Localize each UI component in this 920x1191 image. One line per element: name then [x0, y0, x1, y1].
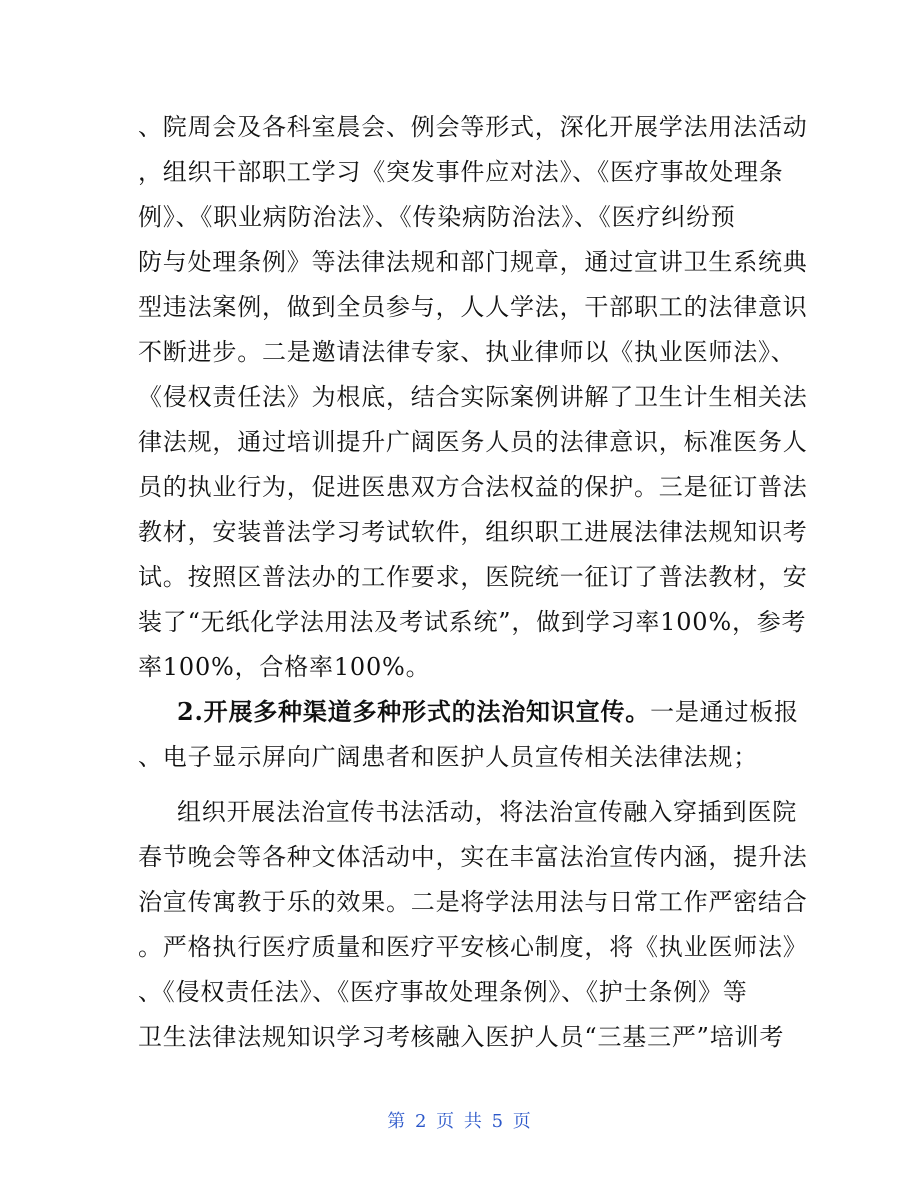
text-line: 春节晚会等各种文体活动中，实在丰富法治宣传内涵，提升法 — [138, 843, 808, 871]
text-line: 装了“无纸化学法用法及考试系统”，做到学习率100%，参考 — [138, 608, 807, 636]
page-number-footer: 第 2 页 共 5 页 — [387, 1111, 533, 1132]
text-line: 律法规，通过培训提升广阔医务人员的法律意识，标准医务人 — [138, 428, 808, 456]
text-line: 例》、《职业病防治法》、《传染病防治法》、《医疗纠纷预 — [138, 203, 736, 231]
section-heading: 2.开展多种渠道多种形式的法治知识宣传。 — [177, 697, 651, 726]
text-line: 率100%，合格率100%。 — [138, 653, 431, 681]
text-line: 防与处理条例》等法律法规和部门规章，通过宣讲卫生系统典 — [138, 248, 808, 276]
text-line: 不断进步。二是邀请法律专家、执业律师以《执业医师法》、 — [138, 338, 796, 366]
text-line: 、《侵权责任法》、《医疗事故处理条例》、《护士条例》等 — [138, 978, 748, 1006]
text-line: 、电子显示屏向广阔患者和医护人员宣传相关法律法规； — [138, 743, 758, 771]
heading-continuation: 一是通过板报 — [650, 698, 799, 726]
section-heading-line — [177, 697, 799, 726]
text-line: 试。按照区普法办的工作要求，医院统一征订了普法教材，安 — [138, 563, 808, 591]
text-line: 治宣传寓教于乐的效果。二是将学法用法与日常工作严密结合 — [138, 888, 808, 916]
paragraph-first-line: 组织开展法治宣传书法活动，将法治宣传融入穿插到医院 — [177, 798, 797, 826]
text-line: ，组织干部职工学习《突发事件应对法》、《医疗事故处理条 — [138, 158, 784, 186]
text-line: 、院周会及各科室晨会、例会等形式，深化开展学法用法活动 — [138, 113, 808, 141]
text-line: 卫生法律法规知识学习考核融入医护人员“三基三严”培训考 — [138, 1023, 785, 1051]
text-line: 员的执业行为，促进医患双方合法权益的保护。三是征订普法 — [138, 473, 808, 501]
text-line: 教材，安装普法学习考试软件，组织职工进展法律法规知识考 — [138, 518, 808, 546]
text-line: 型违法案例，做到全员参与，人人学法，干部职工的法律意识 — [138, 293, 808, 321]
text-line: 《侵权责任法》为根底，结合实际案例讲解了卫生计生相关法 — [138, 383, 808, 411]
text-line: 。严格执行医疗质量和医疗平安核心制度，将《执业医师法》 — [138, 933, 808, 961]
